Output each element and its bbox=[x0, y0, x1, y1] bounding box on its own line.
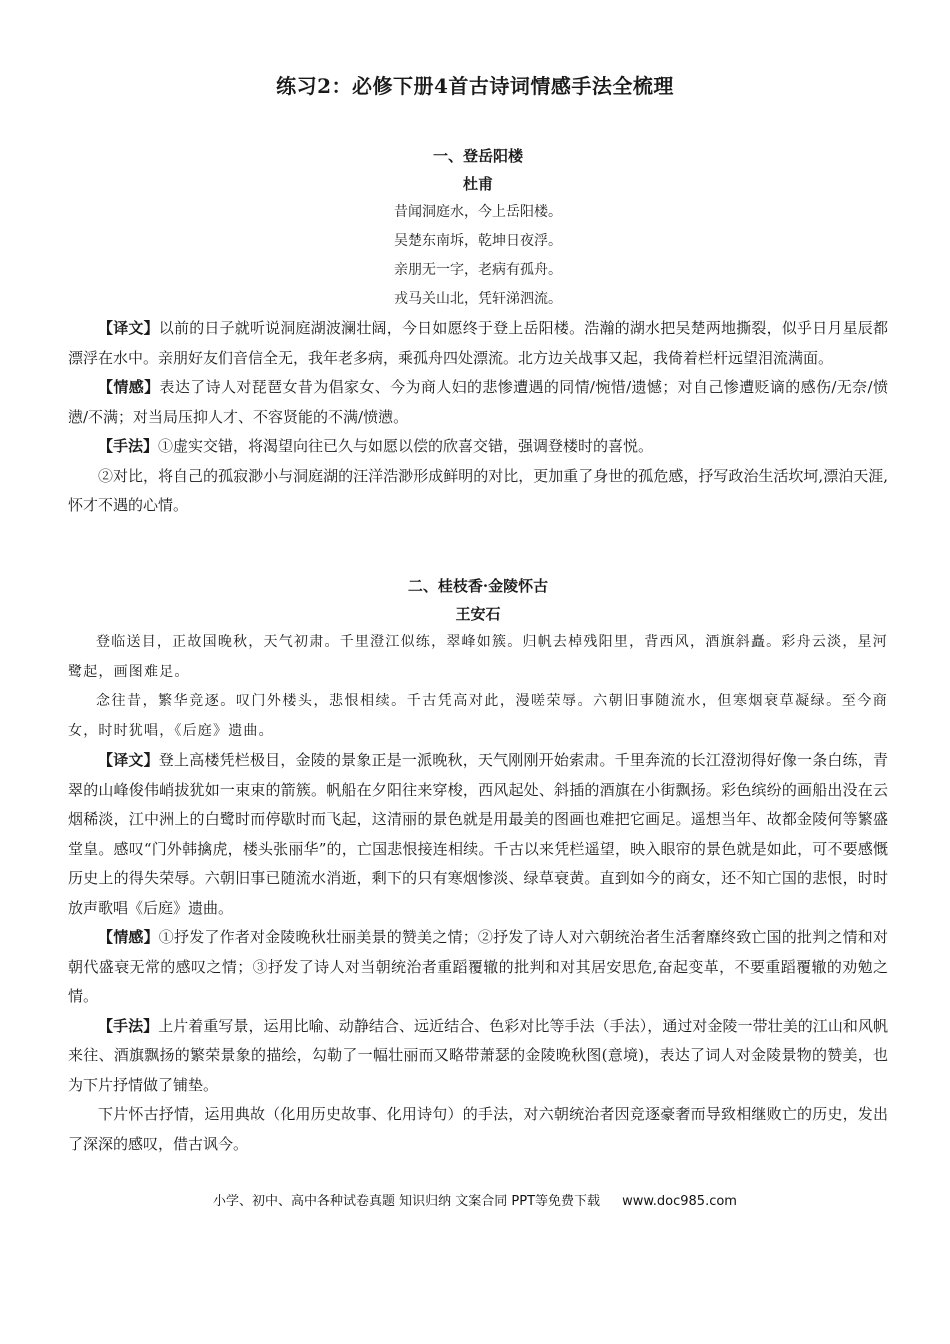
ci-stanza-2: 念往昔，繁华竞逐。叹门外楼头，悲恨相续。千古凭高对此，漫嗟荣辱。六朝旧事随流水，但寒烟衰草凝绿。至今商女，时时犹唱，《后庭》遗曲。 bbox=[68, 693, 888, 739]
translation-tag: 【译文】 bbox=[98, 319, 159, 337]
section-heading: 二、桂枝香·金陵怀古 bbox=[407, 577, 549, 595]
technique-paragraph bbox=[68, 432, 888, 462]
translation-text: 以前的日子就听说洞庭湖波澜壮阔，今日如愿终于登上岳阳楼。浩瀚的湖水把吴楚两地撕裂，似乎日月星辰都漂浮在水中。亲朋好友们音信全无，我年老多病，乘孤舟四处漂流。北方边关战事又起，我倚着栏杆远望泪流满面。 bbox=[68, 319, 888, 367]
emotion-tag: 【情感】 bbox=[98, 378, 160, 396]
emotion-tag: 【情感】 bbox=[98, 928, 159, 946]
emotion-paragraph bbox=[68, 373, 888, 432]
emotion-text: ①抒发了作者对金陵晚秋壮丽美景的赞美之情；②抒发了诗人对六朝统治者生活奢靡终致亡国的批判之情和对朝代盛衰无常的感叹之情；③抒发了诗人对当朝统治者重蹈覆辙的批判和对其居安思危,奋起变革，不要重蹈覆辙的劝勉之情。 bbox=[68, 928, 888, 1005]
technique-paragraph-2: 下片怀古抒情，运用典故（化用历史故事、化用诗句）的手法，对六朝统治者因竞逐豪奢而导致相继败亡的历史，发出了深深的感叹，借古讽今。 bbox=[68, 1105, 888, 1153]
translation-tag: 【译文】 bbox=[98, 751, 159, 769]
emotion-text: 表达了诗人对琵琶女昔为倡家女、今为商人妇的悲惨遭遇的同情/惋惜/遗憾；对自己惨遭贬谪的感伤/无奈/愤懑/不满；对当局压抑人才、不容贤能的不满/愤懑。 bbox=[68, 378, 888, 426]
page-title: 练习2：必修下册4首古诗词情感手法全梳理 bbox=[276, 74, 674, 98]
section-heading: 一、登岳阳楼 bbox=[432, 147, 523, 165]
technique-tag: 【手法】 bbox=[98, 437, 159, 455]
technique-tag: 【手法】 bbox=[98, 1016, 159, 1035]
poem-line: 吴楚东南坼，乾坤日夜浮。 bbox=[394, 233, 562, 249]
translation-text: 登上高楼凭栏极目，金陵的景象正是一派晚秋，天气刚刚开始索肃。千里奔流的长江澄沏得好像一条白练，青翠的山峰俊伟峭拔犹如一束束的箭簇。帆船在夕阳往来穿梭，西风起处、斜插的酒旗在小街飘扬。彩色缤纷的画船出没在云烟稀淡，江中洲上的白鹭时而停歇时而飞起，这清丽的景色就是用最美的图画也难把它画足。遥想当年、故都金陵何等繁盛堂皇。感叹“门外韩擒虎，楼头张丽华”的，亡国悲恨接连相续。千古以来凭栏遥望，映入眼帘的景色就是如此，可不要感慨历史上的得失荣辱。六朝旧事已随流水消逝，剩下的只有寒烟惨淡、绿草衰黄。直到如今的商女，还不知亡国的悲恨，时时放声歌唱《后庭》遗曲。 bbox=[68, 751, 888, 917]
section-guizhixiang bbox=[68, 572, 888, 1159]
technique-paragraph bbox=[68, 1012, 888, 1101]
poem-line: 亲朋无一字，老病有孤舟。 bbox=[394, 262, 562, 278]
footer-text: 小学、初中、高中各种试卷真题 知识归纳 文案合同 PPT等免费下载 bbox=[213, 1194, 601, 1209]
footer-url: www.doc985.com bbox=[622, 1194, 737, 1209]
page-footer bbox=[0, 1190, 950, 1209]
technique-text: 上片着重写景，运用比喻、动静结合、远近结合、色彩对比等手法（手法），通过对金陵一带壮美的江山和风帆来往、酒旗飘扬的繁荣景象的描绘，勾勒了一幅壮丽而又略带萧瑟的金陵晚秋图(意境)，表达了词人对金陵景物的赞美，也为下片抒情做了铺垫。 bbox=[68, 1016, 888, 1094]
poem-author: 杜甫 bbox=[462, 175, 493, 193]
translation-paragraph bbox=[68, 746, 888, 923]
poem-author: 王安石 bbox=[455, 605, 501, 623]
poem-line: 戎马关山北，凭轩涕泗流。 bbox=[394, 291, 562, 307]
poem-line: 昔闻洞庭水，今上岳阳楼。 bbox=[394, 204, 562, 220]
ci-stanza-1: 登临送目，正故国晚秋，天气初肃。千里澄江似练，翠峰如簇。归帆去棹残阳里，背西风，酒旗斜矗。彩舟云淡，星河鹭起，画图难足。 bbox=[68, 634, 888, 680]
translation-paragraph bbox=[68, 314, 888, 373]
section-denyueyanglou bbox=[68, 142, 888, 521]
emotion-paragraph bbox=[68, 923, 888, 1012]
technique-paragraph-2: ②对比，将自己的孤寂渺小与洞庭湖的汪洋浩渺形成鲜明的对比，更加重了身世的孤危感，抒写政治生活坎坷,漂泊天涯,怀才不遇的心情。 bbox=[68, 466, 888, 514]
technique-text: ①虚实交错，将渴望向往已久与如愿以偿的欣喜交错，强调登楼时的喜悦。 bbox=[158, 437, 654, 455]
